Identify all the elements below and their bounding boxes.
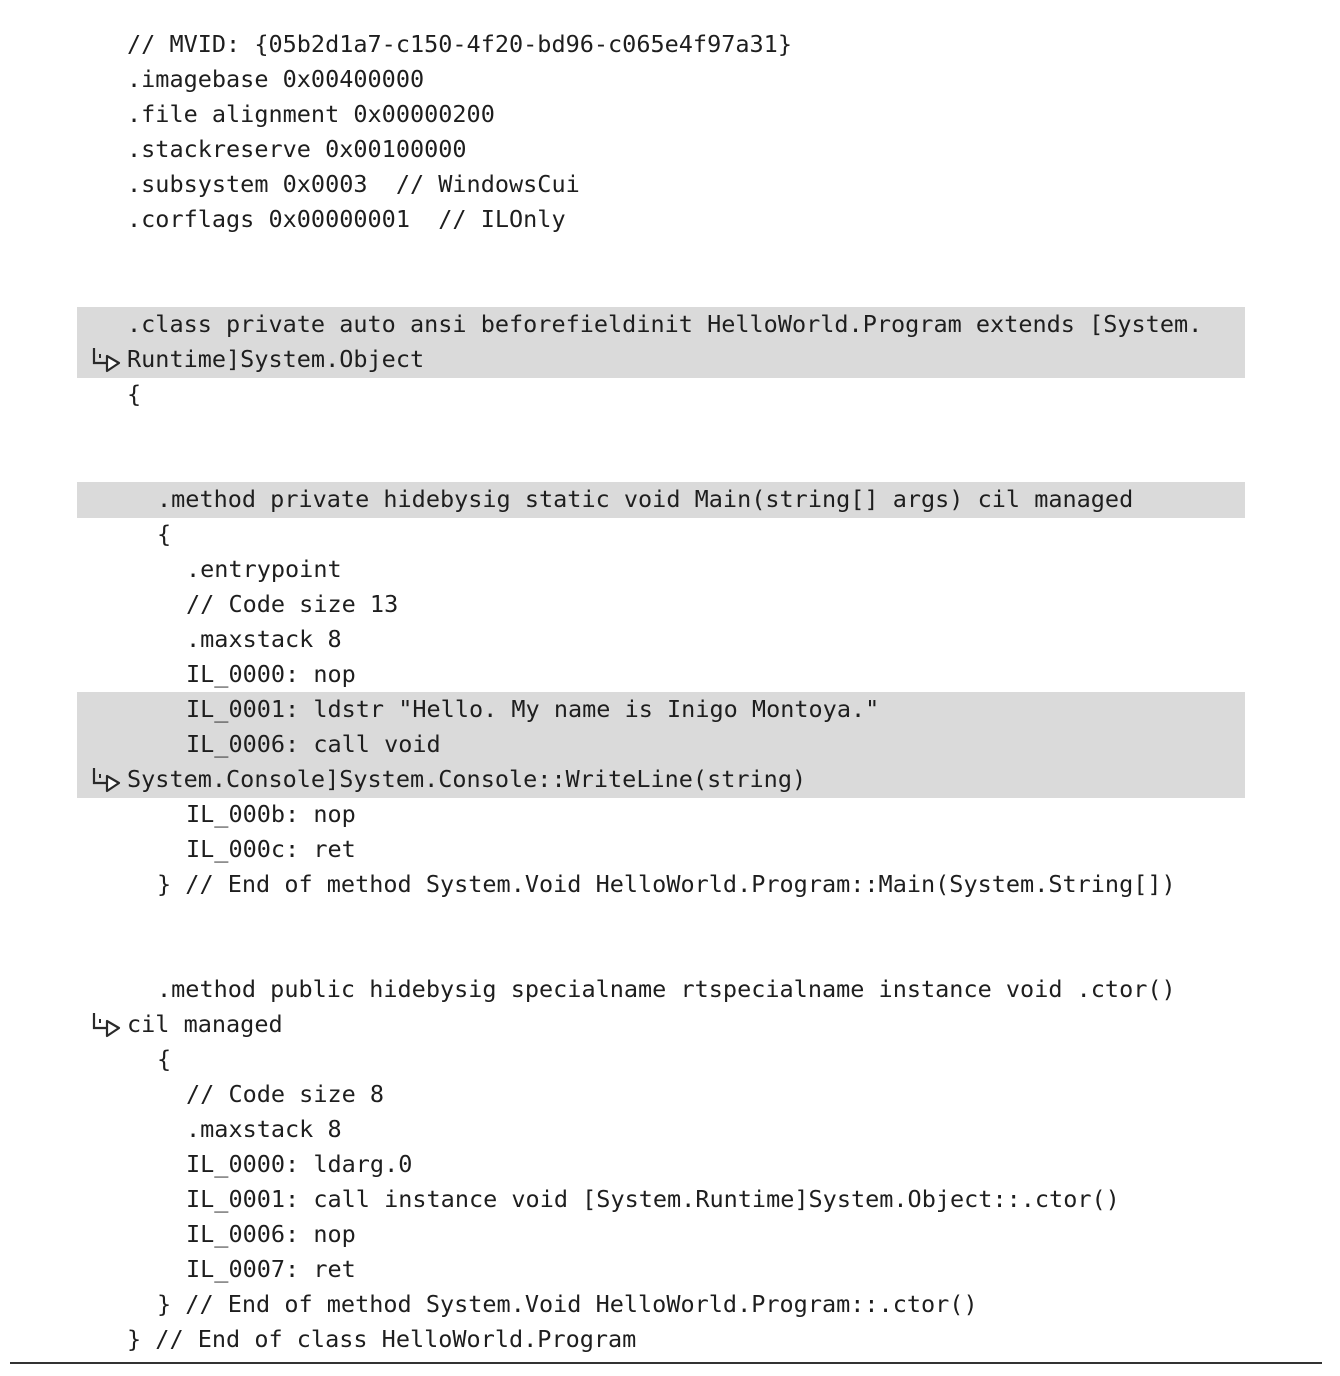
code-line: // Code size 8 <box>186 1080 385 1108</box>
code-line: .subsystem 0x0003 // WindowsCui <box>127 170 580 198</box>
code-line-continuation: Runtime]System.Object <box>0 342 1340 377</box>
code-line: .method private hidebysig static void Main(string[] args) cil managed <box>157 485 1134 513</box>
code-line: IL_0001: call instance void [System.Runtime]System.Object::.ctor() <box>186 1185 1120 1213</box>
code-line: .method public hidebysig specialname rtspecialname instance void .ctor() <box>157 975 1176 1003</box>
blank-line <box>0 237 1340 272</box>
blank-line <box>0 447 1340 482</box>
code-line: .corflags 0x00000001 // ILOnly <box>127 205 566 233</box>
code-line: .file alignment 0x00000200 <box>127 100 495 128</box>
code-line: { <box>157 1045 172 1073</box>
blank-line <box>0 412 1340 447</box>
code-line: // Code size 13 <box>186 590 399 618</box>
code-line: } // End of method System.Void HelloWorld.Program::.ctor() <box>157 1290 978 1318</box>
code-line: .maxstack 8 <box>186 625 342 653</box>
code-line: .stackreserve 0x00100000 <box>127 135 467 163</box>
code-line: IL_0001: ldstr "Hello. My name is Inigo Montoya." <box>186 695 880 723</box>
blank-line <box>0 902 1340 937</box>
code-line: .maxstack 8 <box>186 1115 342 1143</box>
code-line: IL_0000: nop <box>186 660 356 688</box>
code-line: .class private auto ansi beforefieldinit HelloWorld.Program extends [System. <box>127 310 1203 338</box>
code-line: { <box>127 380 142 408</box>
line-wrap-arrow-icon <box>91 346 123 374</box>
blank-line <box>0 272 1340 307</box>
il-code-listing <box>0 27 1340 1357</box>
code-line: IL_0000: ldarg.0 <box>186 1150 413 1178</box>
code-line: } // End of method System.Void HelloWorld.Program::Main(System.String[]) <box>157 870 1176 898</box>
code-line-continuation: System.Console]System.Console::WriteLine(string) <box>0 762 1340 797</box>
line-wrap-arrow-icon <box>91 1011 123 1039</box>
code-line: } // End of class HelloWorld.Program <box>127 1325 637 1353</box>
code-line: IL_000c: ret <box>186 835 356 863</box>
code-line: .imagebase 0x00400000 <box>127 65 425 93</box>
code-line: .entrypoint <box>186 555 342 583</box>
code-line: IL_0006: call void <box>186 730 441 758</box>
code-line: IL_0007: ret <box>186 1255 356 1283</box>
line-wrap-arrow-icon <box>91 766 123 794</box>
code-line: // MVID: {05b2d1a7-c150-4f20-bd96-c065e4f97a31} <box>127 30 792 58</box>
code-line: IL_000b: nop <box>186 800 356 828</box>
code-line: IL_0006: nop <box>186 1220 356 1248</box>
bottom-rule <box>10 1362 1322 1364</box>
code-line-continuation: cil managed <box>0 1007 1340 1042</box>
blank-line <box>0 937 1340 972</box>
code-line: { <box>157 520 172 548</box>
